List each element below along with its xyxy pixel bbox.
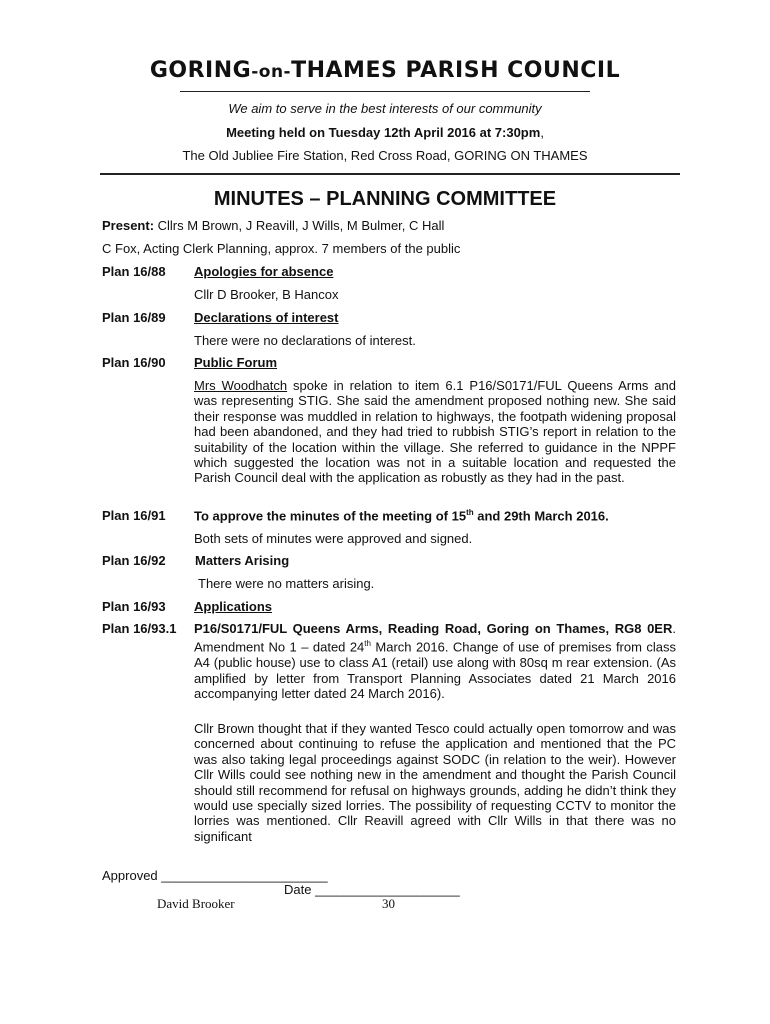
item-text: Both sets of minutes were approved and signed. (194, 531, 473, 546)
item-code: Plan 16/90 (102, 355, 166, 370)
item-text: There were no matters arising. (198, 576, 375, 591)
present-line: Present: Cllrs M Brown, J Reavill, J Wills, M Bulmer, C Hall (102, 218, 445, 233)
discussion-paragraph: Cllr Brown thought that if they wanted Tesco could actually open tomorrow and was concerned about continuing to refuse the application and mentioned that the PC was also taking legal proceedings against SODC (in relation to the weir). However Cllr Wills could see nothing new in the amendment and thought the Parish Council should still recommend for refusal on highways grounds, adding he didn’t think they would use specially sized lorries. The possibility of requesting CCTV to monitor the lorries was mentioned. Cllr Reavill agreed with Cllr Wills in that there was no significant (194, 721, 676, 844)
item-code: Plan 16/91 (102, 508, 166, 523)
item-heading: Apologies for absence (194, 264, 334, 279)
signatory-name: David Brooker (157, 896, 235, 911)
page-number: 30 (382, 896, 395, 911)
public-forum-paragraph: Mrs Woodhatch spoke in relation to item 6.1 P16/S0171/FUL Queens Arms and was representing STIG. She said the amendment proposed nothing new. She said their response was muddled in relation to highways, the footpath widening proposal had been abandoned, and they had tried to rubbish STIG’s report in relation to the suitability of the location within the village. She referred to guidance in the NPPF which suggested the location was not in a suitable location and requested the Parish Council deal with the application as robustly as they had in the past. (194, 378, 676, 486)
item-code: Plan 16/89 (102, 310, 166, 325)
minutes-title: MINUTES – PLANNING COMMITTEE (213, 188, 557, 210)
title-underline (180, 91, 590, 92)
date-line: Date ____________________ (284, 882, 460, 897)
item-text: Cllr D Brooker, B Hancox (194, 287, 339, 302)
item-heading: Declarations of interest (194, 310, 339, 325)
meeting-details: Meeting held on Tuesday 12th April 2016 at 7:30pm, (226, 125, 544, 140)
item-code: Plan 16/88 (102, 264, 166, 279)
item-heading: Matters Arising (195, 553, 290, 568)
item-code: Plan 16/92 (102, 553, 166, 568)
venue: The Old Jubliee Fire Station, Red Cross Road, GORING ON THAMES (182, 148, 588, 163)
item-heading: To approve the minutes of the meeting of 15th and 29th March 2016. (194, 508, 609, 524)
item-text: There were no declarations of interest. (194, 333, 416, 348)
item-heading: Applications (194, 599, 273, 614)
header-divider (100, 173, 680, 175)
approved-signature-line: Approved _______________________ (102, 868, 328, 883)
council-title-on: -on- (251, 62, 292, 82)
item-heading: Public Forum (194, 355, 278, 370)
council-title: GORING-on-THAMES PARISH COUNCIL (149, 58, 621, 83)
item-code: Plan 16/93.1 (102, 621, 177, 636)
application-heading: P16/S0171/FUL Queens Arms, Reading Road, Goring on Thames, RG8 0ER (194, 621, 673, 636)
tagline: We aim to serve in the best interests of our community (228, 101, 542, 116)
item-code: Plan 16/93 (102, 599, 166, 614)
present-line-2: C Fox, Acting Clerk Planning, approx. 7 members of the public (102, 241, 461, 256)
speaker-name: Mrs Woodhatch (194, 378, 288, 393)
application-paragraph: P16/S0171/FUL Queens Arms, Reading Road, Goring on Thames, RG8 0ER. Amendment No 1 – dated 24th March 2016. Change of use of premises from class A4 (public house) use to class A1 (retail) use along with 80sq m rear extension. (As amplified by letter from Transport Planning Associates dated 21 March 2016 accompanying letter dated 24 March 2016). (194, 621, 676, 701)
